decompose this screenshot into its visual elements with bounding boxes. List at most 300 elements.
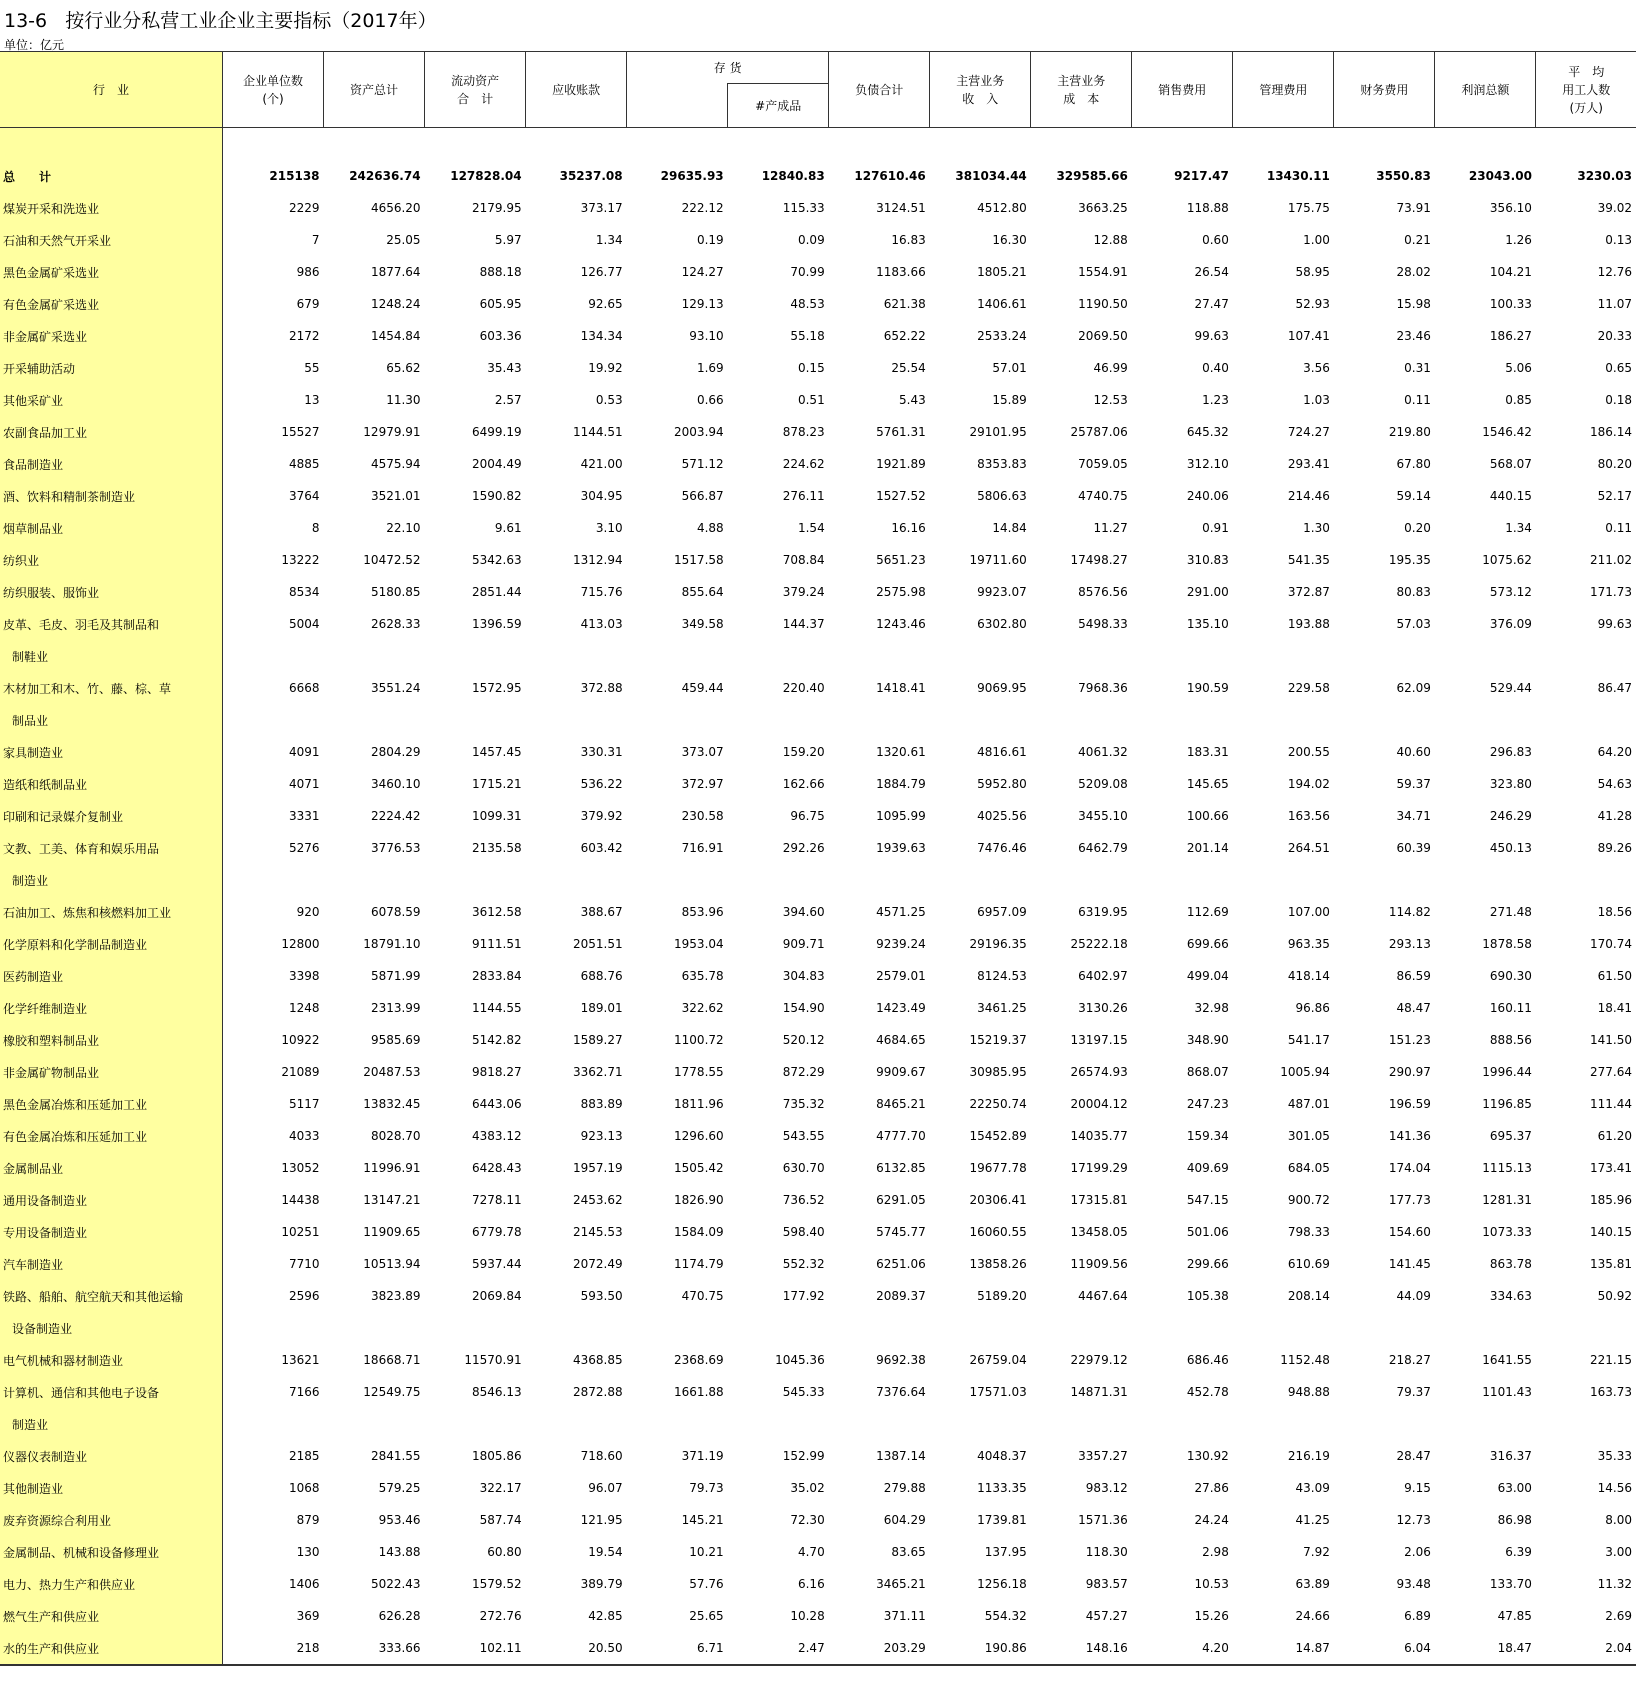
value-cell: 1144.55 bbox=[471, 1001, 522, 1015]
value-cell: 7059.05 bbox=[1078, 457, 1128, 471]
value-cell: 1454.84 bbox=[370, 329, 421, 343]
table-row bbox=[0, 1120, 1636, 1152]
value-cell: 1101.43 bbox=[1482, 1385, 1532, 1399]
value-cell: 12.76 bbox=[1597, 265, 1632, 279]
value-cell: 7166 bbox=[288, 1385, 320, 1399]
industry-name: 专用设备制造业 bbox=[0, 1216, 223, 1248]
value-cell: 1320.61 bbox=[876, 745, 926, 759]
table-row bbox=[0, 768, 1636, 800]
value-cell: 264.51 bbox=[1287, 841, 1330, 855]
value-cell: 8465.21 bbox=[876, 1097, 926, 1111]
table-body bbox=[0, 128, 1636, 1666]
value-cell: 1144.51 bbox=[573, 425, 623, 439]
empty-cell bbox=[1132, 1312, 1233, 1344]
table-row bbox=[0, 992, 1636, 1024]
value-cell: 1296.60 bbox=[674, 1129, 724, 1143]
value-cell: 571.12 bbox=[681, 457, 724, 471]
empty-cell bbox=[526, 640, 627, 672]
value-cell: 177.92 bbox=[782, 1289, 825, 1303]
value-cell: 1457.45 bbox=[471, 745, 522, 759]
empty-cell bbox=[1435, 1312, 1536, 1344]
value-cell: 143.88 bbox=[378, 1545, 421, 1559]
table-header bbox=[0, 52, 1636, 128]
value-cell: 222.12 bbox=[681, 201, 724, 215]
value-cell: 0.85 bbox=[1505, 393, 1532, 407]
value-cell: 19.92 bbox=[588, 361, 623, 375]
value-cell: 12979.91 bbox=[363, 425, 421, 439]
value-cell: 193.88 bbox=[1287, 617, 1330, 631]
value-cell: 1045.36 bbox=[775, 1353, 825, 1367]
industry-name-continued: 制品业 bbox=[0, 704, 223, 736]
value-cell: 3455.10 bbox=[1078, 809, 1128, 823]
value-cell: 1073.33 bbox=[1482, 1225, 1532, 1239]
table-row bbox=[0, 1344, 1636, 1376]
value-cell: 333.66 bbox=[324, 1632, 425, 1665]
value-cell: 4033 bbox=[288, 1129, 320, 1143]
value-cell: 0.53 bbox=[595, 393, 623, 407]
table-row bbox=[0, 1088, 1636, 1120]
industry-name: 印刷和记录媒介复制业 bbox=[0, 800, 223, 832]
value-cell: 13052 bbox=[281, 1161, 320, 1175]
value-cell: 487.01 bbox=[1287, 1097, 1330, 1111]
table-row bbox=[0, 544, 1636, 576]
value-cell: 112.69 bbox=[1186, 905, 1229, 919]
value-cell: 54.63 bbox=[1597, 777, 1632, 791]
value-cell: 279.88 bbox=[883, 1481, 926, 1495]
empty-cell bbox=[324, 640, 425, 672]
value-cell: 1957.19 bbox=[573, 1161, 623, 1175]
table-row bbox=[0, 320, 1636, 352]
header-inventory: 存 货 bbox=[627, 52, 829, 84]
value-cell: 293.41 bbox=[1287, 457, 1330, 471]
value-cell: 9111.51 bbox=[471, 937, 522, 951]
table-row bbox=[0, 1184, 1636, 1216]
empty-cell bbox=[627, 1408, 728, 1440]
value-cell: 174.04 bbox=[1388, 1161, 1431, 1175]
value-cell: 529.44 bbox=[1489, 681, 1532, 695]
value-cell: 3764 bbox=[288, 489, 320, 503]
header-enterprises: 企业单位数 (个) bbox=[223, 52, 324, 128]
value-cell: 83.65 bbox=[891, 1545, 926, 1559]
value-cell: 4571.25 bbox=[876, 905, 926, 919]
value-cell: 14035.77 bbox=[1070, 1129, 1128, 1143]
value-cell: 1152.48 bbox=[1280, 1353, 1330, 1367]
value-cell: 129.13 bbox=[681, 297, 724, 311]
value-cell: 1589.27 bbox=[573, 1033, 623, 1047]
value-cell: 13458.05 bbox=[1070, 1225, 1128, 1239]
value-cell: 93.10 bbox=[689, 329, 724, 343]
value-cell: 7 bbox=[311, 233, 320, 247]
value-cell: 2.57 bbox=[494, 393, 522, 407]
value-cell: 545.33 bbox=[782, 1385, 825, 1399]
value-cell: 11.27 bbox=[1093, 521, 1128, 535]
value-cell: 9069.95 bbox=[977, 681, 1027, 695]
value-cell: 19677.78 bbox=[969, 1161, 1027, 1175]
spacer-cell bbox=[324, 128, 425, 161]
table-row bbox=[0, 736, 1636, 768]
value-cell: 4048.37 bbox=[977, 1449, 1027, 1463]
value-cell: 536.22 bbox=[580, 777, 623, 791]
value-cell: 900.72 bbox=[1287, 1193, 1330, 1207]
industry-name: 黑色金属矿采选业 bbox=[0, 256, 223, 288]
header-total-profit: 利润总额 bbox=[1435, 52, 1536, 128]
empty-cell bbox=[829, 704, 930, 736]
table-row bbox=[0, 1152, 1636, 1184]
value-cell: 154.60 bbox=[1388, 1225, 1431, 1239]
industry-name: 水的生产和供应业 bbox=[0, 1632, 223, 1665]
value-cell: 389.79 bbox=[580, 1577, 623, 1591]
value-cell: 652.22 bbox=[883, 329, 926, 343]
table-row bbox=[0, 1376, 1636, 1408]
value-cell: 79.37 bbox=[1396, 1385, 1431, 1399]
value-cell: 29635.93 bbox=[660, 169, 724, 183]
value-cell: 15452.89 bbox=[969, 1129, 1027, 1143]
value-cell: 2851.44 bbox=[471, 585, 522, 599]
value-cell: 13430.11 bbox=[1266, 169, 1330, 183]
industry-name: 造纸和纸制品业 bbox=[0, 768, 223, 800]
value-cell: 41.25 bbox=[1295, 1513, 1330, 1527]
value-cell: 1423.49 bbox=[876, 1001, 926, 1015]
value-cell: 1.26 bbox=[1505, 233, 1532, 247]
value-cell: 953.46 bbox=[378, 1513, 421, 1527]
value-cell: 699.66 bbox=[1186, 937, 1229, 951]
spacer-cell bbox=[223, 128, 324, 161]
value-cell: 60.80 bbox=[487, 1545, 522, 1559]
value-cell: 1953.04 bbox=[674, 937, 724, 951]
value-cell: 9909.67 bbox=[876, 1065, 926, 1079]
table-row bbox=[0, 224, 1636, 256]
value-cell: 134.34 bbox=[580, 329, 623, 343]
value-cell: 27.47 bbox=[1194, 297, 1229, 311]
table-row bbox=[0, 576, 1636, 608]
value-cell: 16060.55 bbox=[969, 1225, 1027, 1239]
value-cell: 57.03 bbox=[1396, 617, 1431, 631]
value-cell: 211.02 bbox=[1590, 553, 1632, 567]
empty-cell bbox=[1435, 704, 1536, 736]
value-cell: 2135.58 bbox=[471, 841, 522, 855]
value-cell: 1095.99 bbox=[876, 809, 926, 823]
value-cell: 3.00 bbox=[1605, 1545, 1632, 1559]
value-cell: 2229 bbox=[288, 201, 320, 215]
table-row bbox=[0, 1504, 1636, 1536]
value-cell: 1.23 bbox=[1202, 393, 1229, 407]
empty-cell bbox=[1334, 1408, 1435, 1440]
value-cell: 141.45 bbox=[1388, 1257, 1431, 1271]
value-cell: 983.57 bbox=[1085, 1577, 1128, 1591]
industry-name: 非金属矿采选业 bbox=[0, 320, 223, 352]
value-cell: 40.60 bbox=[1396, 745, 1431, 759]
value-cell: 2004.49 bbox=[471, 457, 522, 471]
value-cell: 86.47 bbox=[1597, 681, 1632, 695]
value-cell: 0.11 bbox=[1404, 393, 1431, 407]
value-cell: 67.80 bbox=[1396, 457, 1431, 471]
value-cell: 2833.84 bbox=[471, 969, 522, 983]
value-cell: 177.73 bbox=[1388, 1193, 1431, 1207]
value-cell: 2368.69 bbox=[674, 1353, 724, 1367]
table-row bbox=[0, 896, 1636, 928]
value-cell: 242636.74 bbox=[349, 169, 421, 183]
value-cell: 4.70 bbox=[797, 1545, 825, 1559]
value-cell: 2.04 bbox=[1536, 1632, 1636, 1665]
table-row bbox=[0, 928, 1636, 960]
industry-name: 非金属矿物制品业 bbox=[0, 1056, 223, 1088]
value-cell: 301.05 bbox=[1287, 1129, 1330, 1143]
value-cell: 130 bbox=[296, 1545, 320, 1559]
value-cell: 605.95 bbox=[479, 297, 522, 311]
value-cell: 190.86 bbox=[930, 1632, 1031, 1665]
value-cell: 107.41 bbox=[1287, 329, 1330, 343]
value-cell: 6462.79 bbox=[1078, 841, 1128, 855]
empty-cell bbox=[1132, 640, 1233, 672]
value-cell: 1.00 bbox=[1303, 233, 1330, 247]
empty-cell bbox=[1233, 1408, 1334, 1440]
value-cell: 4383.12 bbox=[471, 1129, 522, 1143]
industry-name: 化学原料和化学制品制造业 bbox=[0, 928, 223, 960]
value-cell: 356.10 bbox=[1489, 201, 1532, 215]
value-cell: 10.53 bbox=[1194, 1577, 1229, 1591]
value-cell: 3776.53 bbox=[370, 841, 421, 855]
empty-cell bbox=[1132, 1408, 1233, 1440]
empty-cell bbox=[425, 1312, 526, 1344]
value-cell: 14.84 bbox=[992, 521, 1027, 535]
value-cell: 1884.79 bbox=[876, 777, 926, 791]
spacer-cell bbox=[1233, 128, 1334, 161]
value-cell: 1811.96 bbox=[674, 1097, 724, 1111]
value-cell: 25.54 bbox=[891, 361, 926, 375]
value-cell: 322.17 bbox=[479, 1481, 522, 1495]
value-cell: 5180.85 bbox=[370, 585, 421, 599]
value-cell: 920 bbox=[296, 905, 320, 919]
value-cell: 470.75 bbox=[681, 1289, 724, 1303]
value-cell: 7.92 bbox=[1303, 1545, 1330, 1559]
value-cell: 568.07 bbox=[1489, 457, 1532, 471]
value-cell: 1174.79 bbox=[674, 1257, 724, 1271]
value-cell: 2533.24 bbox=[977, 329, 1027, 343]
value-cell: 1661.88 bbox=[674, 1385, 724, 1399]
empty-cell bbox=[728, 704, 829, 736]
value-cell: 64.20 bbox=[1597, 745, 1632, 759]
value-cell: 6078.59 bbox=[370, 905, 421, 919]
value-cell: 2596 bbox=[288, 1289, 320, 1303]
total-row bbox=[0, 160, 1636, 192]
value-cell: 9239.24 bbox=[876, 937, 926, 951]
value-cell: 2072.49 bbox=[573, 1257, 623, 1271]
value-cell: 105.38 bbox=[1186, 1289, 1229, 1303]
value-cell: 1312.94 bbox=[573, 553, 623, 567]
empty-cell bbox=[1132, 704, 1233, 736]
value-cell: 1068 bbox=[288, 1481, 320, 1495]
value-cell: 14.56 bbox=[1597, 1481, 1632, 1495]
value-cell: 47.85 bbox=[1497, 1609, 1532, 1623]
data-table bbox=[0, 51, 1636, 1666]
value-cell: 22250.74 bbox=[969, 1097, 1027, 1111]
empty-cell bbox=[829, 1408, 930, 1440]
value-cell: 144.37 bbox=[782, 617, 825, 631]
empty-cell bbox=[930, 640, 1031, 672]
industry-name: 医药制造业 bbox=[0, 960, 223, 992]
value-cell: 879 bbox=[296, 1513, 320, 1527]
header-revenue: 主营业务 收 入 bbox=[930, 52, 1031, 128]
value-cell: 135.81 bbox=[1590, 1257, 1632, 1271]
table-row bbox=[0, 448, 1636, 480]
value-cell: 80.20 bbox=[1597, 457, 1632, 471]
value-cell: 1715.21 bbox=[471, 777, 522, 791]
value-cell: 10.28 bbox=[790, 1609, 825, 1623]
value-cell: 29101.95 bbox=[969, 425, 1027, 439]
value-cell: 99.63 bbox=[1194, 329, 1229, 343]
value-cell: 25.05 bbox=[386, 233, 421, 247]
value-cell: 50.92 bbox=[1597, 1289, 1632, 1303]
value-cell: 3663.25 bbox=[1078, 201, 1128, 215]
industry-name-continued: 制鞋业 bbox=[0, 640, 223, 672]
industry-name: 煤炭开采和洗选业 bbox=[0, 192, 223, 224]
value-cell: 13197.15 bbox=[1070, 1033, 1128, 1047]
industry-name: 废弃资源综合利用业 bbox=[0, 1504, 223, 1536]
value-cell: 1.69 bbox=[696, 361, 724, 375]
value-cell: 1005.94 bbox=[1280, 1065, 1330, 1079]
value-cell: 52.93 bbox=[1295, 297, 1330, 311]
table-row bbox=[0, 960, 1636, 992]
value-cell: 12.73 bbox=[1396, 1513, 1431, 1527]
value-cell: 3124.51 bbox=[876, 201, 926, 215]
value-cell: 566.87 bbox=[681, 489, 724, 503]
value-cell: 48.47 bbox=[1396, 1001, 1431, 1015]
value-cell: 4025.56 bbox=[977, 809, 1027, 823]
value-cell: 35.43 bbox=[487, 361, 522, 375]
value-cell: 15.89 bbox=[992, 393, 1027, 407]
value-cell: 1.03 bbox=[1303, 393, 1330, 407]
empty-cell bbox=[930, 704, 1031, 736]
value-cell: 57.76 bbox=[689, 1577, 724, 1591]
value-cell: 872.29 bbox=[782, 1065, 825, 1079]
unit-label: 单位：亿元 bbox=[4, 38, 65, 52]
value-cell: 79.73 bbox=[689, 1481, 724, 1495]
value-cell: 499.04 bbox=[1186, 969, 1229, 983]
empty-cell bbox=[1334, 1312, 1435, 1344]
industry-name-continued: 制造业 bbox=[0, 1408, 223, 1440]
value-cell: 21089 bbox=[281, 1065, 320, 1079]
value-cell: 89.26 bbox=[1597, 841, 1632, 855]
value-cell: 5952.80 bbox=[977, 777, 1027, 791]
value-cell: 316.37 bbox=[1489, 1449, 1532, 1463]
value-cell: 909.71 bbox=[782, 937, 825, 951]
value-cell: 55 bbox=[304, 361, 320, 375]
value-cell: 11570.91 bbox=[464, 1353, 522, 1367]
industry-name: 电力、热力生产和供应业 bbox=[0, 1568, 223, 1600]
value-cell: 1572.95 bbox=[471, 681, 522, 695]
value-cell: 349.58 bbox=[681, 617, 724, 631]
empty-cell bbox=[1435, 640, 1536, 672]
value-cell: 24.24 bbox=[1194, 1513, 1229, 1527]
industry-name: 有色金属矿采选业 bbox=[0, 288, 223, 320]
value-cell: 61.20 bbox=[1597, 1129, 1632, 1143]
table-row bbox=[0, 192, 1636, 224]
industry-name: 计算机、通信和其他电子设备 bbox=[0, 1376, 223, 1408]
value-cell: 630.70 bbox=[782, 1161, 825, 1175]
empty-cell bbox=[1536, 640, 1636, 672]
empty-cell bbox=[425, 864, 526, 896]
header-total-assets: 资产总计 bbox=[324, 52, 425, 128]
value-cell: 1921.89 bbox=[876, 457, 926, 471]
header-inventory-blank bbox=[627, 84, 728, 128]
value-cell: 2172 bbox=[288, 329, 320, 343]
value-cell: 372.97 bbox=[681, 777, 724, 791]
value-cell: 4684.65 bbox=[876, 1033, 926, 1047]
value-cell: 16.16 bbox=[891, 521, 926, 535]
value-cell: 1.34 bbox=[1505, 521, 1532, 535]
value-cell: 708.84 bbox=[782, 553, 825, 567]
value-cell: 878.23 bbox=[782, 425, 825, 439]
table-row bbox=[0, 1536, 1636, 1568]
table-row bbox=[0, 1216, 1636, 1248]
value-cell: 173.41 bbox=[1590, 1161, 1632, 1175]
value-cell: 9.61 bbox=[494, 521, 522, 535]
value-cell: 13858.26 bbox=[969, 1257, 1027, 1271]
value-cell: 15527 bbox=[281, 425, 320, 439]
value-cell: 6402.97 bbox=[1078, 969, 1128, 983]
table-row bbox=[0, 1440, 1636, 1472]
value-cell: 6.71 bbox=[627, 1632, 728, 1665]
industry-name: 其他采矿业 bbox=[0, 384, 223, 416]
value-cell: 0.15 bbox=[797, 361, 825, 375]
industry-name: 橡胶和塑料制品业 bbox=[0, 1024, 223, 1056]
value-cell: 1.54 bbox=[797, 521, 825, 535]
value-cell: 413.03 bbox=[580, 617, 623, 631]
value-cell: 2579.01 bbox=[876, 969, 926, 983]
value-cell: 35237.08 bbox=[559, 169, 623, 183]
value-cell: 11.07 bbox=[1597, 297, 1632, 311]
value-cell: 1396.59 bbox=[471, 617, 522, 631]
empty-cell bbox=[1334, 704, 1435, 736]
value-cell: 8353.83 bbox=[977, 457, 1027, 471]
industry-name: 石油加工、炼焦和核燃料加工业 bbox=[0, 896, 223, 928]
value-cell: 61.50 bbox=[1597, 969, 1632, 983]
value-cell: 1641.55 bbox=[1482, 1353, 1532, 1367]
value-cell: 593.50 bbox=[580, 1289, 623, 1303]
value-cell: 4091 bbox=[288, 745, 320, 759]
value-cell: 100.33 bbox=[1489, 297, 1532, 311]
industry-name: 农副食品加工业 bbox=[0, 416, 223, 448]
value-cell: 11909.56 bbox=[1070, 1257, 1128, 1271]
table-row-continuation bbox=[0, 704, 1636, 736]
value-cell: 4061.32 bbox=[1078, 745, 1128, 759]
value-cell: 20.33 bbox=[1597, 329, 1632, 343]
header-admin-expenses: 管理费用 bbox=[1233, 52, 1334, 128]
value-cell: 12.88 bbox=[1093, 233, 1128, 247]
table-row bbox=[0, 1568, 1636, 1600]
industry-name: 纺织服装、服饰业 bbox=[0, 576, 223, 608]
empty-cell bbox=[1536, 1408, 1636, 1440]
value-cell: 598.40 bbox=[782, 1225, 825, 1239]
spacer-cell bbox=[829, 128, 930, 161]
value-cell: 145.21 bbox=[681, 1513, 724, 1527]
empty-cell bbox=[1536, 704, 1636, 736]
value-cell: 5498.33 bbox=[1078, 617, 1128, 631]
value-cell: 554.32 bbox=[984, 1609, 1027, 1623]
spacer-cell bbox=[1031, 128, 1132, 161]
value-cell: 4777.70 bbox=[876, 1129, 926, 1143]
value-cell: 1778.55 bbox=[674, 1065, 724, 1079]
value-cell: 20487.53 bbox=[363, 1065, 421, 1079]
value-cell: 963.35 bbox=[1287, 937, 1330, 951]
value-cell: 8534 bbox=[288, 585, 320, 599]
value-cell: 160.11 bbox=[1489, 1001, 1532, 1015]
value-cell: 17571.03 bbox=[969, 1385, 1027, 1399]
industry-name: 金属制品、机械和设备修理业 bbox=[0, 1536, 223, 1568]
table-row bbox=[0, 1280, 1636, 1312]
table-row bbox=[0, 1056, 1636, 1088]
value-cell: 2145.53 bbox=[573, 1225, 623, 1239]
